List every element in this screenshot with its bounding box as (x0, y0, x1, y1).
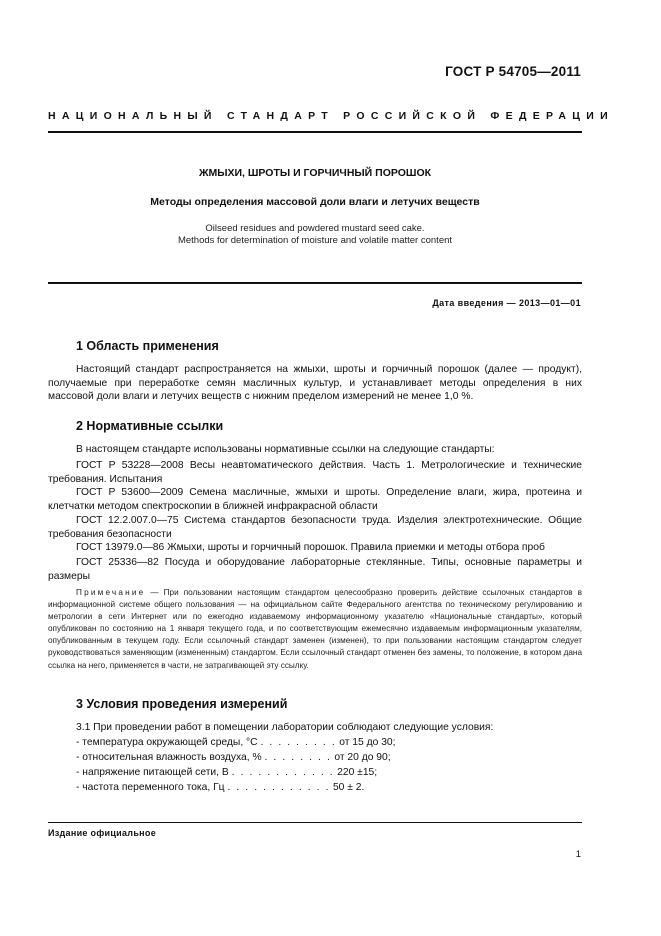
introduction-date: Дата введения — 2013—01—01 (432, 298, 581, 308)
footer-rule (48, 822, 582, 823)
note-text: — При пользовании настоящим стандартом целесообразно проверить действие ссылочных стандартов в информационной системе общего пользования — на официальном сайте Федерального агентства по техническому регулированию и метрологии в сети Интернет или по ежегодно издаваемому информационному указателю «Национальные стандарты», который опубликован по состоянию на 1 января текущего года, и по соответствующим ежемесячно издаваемым информационным указателям, опубликованным в текущем году. Если ссылочный стандарт заменен (изменен), то при пользовании настоящим стандартом следует руководствоваться заменяющим (измененным) стандартом. Если ссылочный стандарт отменен без замены, то положение, в котором дана ссылка на него, применяется в части, не затрагивающей эту ссылку. (48, 588, 582, 670)
condition-value: от 20 до 90; (334, 752, 391, 763)
english-title: Oilseed residues and powdered mustard seed cake. (205, 223, 425, 234)
condition-item (76, 766, 377, 780)
condition-label: - относительная влажность воздуха, % (76, 752, 262, 763)
reference-item: ГОСТ 25336—82 Посуда и оборудование лабораторные стеклянные. Типы, основные параметры и размеры (48, 557, 582, 582)
page-number: 1 (575, 849, 581, 860)
condition-value: от 15 до 30; (339, 737, 396, 748)
top-rule (48, 131, 582, 133)
document-subtitle: Методы определения массовой доли влаги и летучих веществ (150, 196, 480, 208)
reference-item: ГОСТ 12.2.007.0—75 Система стандартов безопасности труда. Изделия электротехнические. Общие требования безопасности (48, 515, 582, 540)
reference-item: ГОСТ Р 53228—2008 Весы неавтоматического действия. Часть 1. Метрологические и технические требования. Испытания (48, 460, 582, 485)
condition-item (76, 781, 364, 795)
document-code: ГОСТ Р 54705—2011 (445, 64, 581, 79)
condition-item (76, 751, 391, 765)
reference-item: ГОСТ 13979.0—86 Жмыхи, шроты и горчичный порошок. Правила приемки и методы отбора проб (76, 542, 545, 553)
section-2-heading: 2 Нормативные ссылки (76, 419, 224, 433)
condition-dots: . . . . . . . . . . . . (227, 782, 331, 793)
english-subtitle: Methods for determination of moisture and volatile matter content (177, 235, 453, 246)
condition-label: - напряжение питающей сети, В (76, 767, 229, 778)
official-edition-label: Издание официальное (48, 828, 157, 838)
national-standard-banner: НАЦИОНАЛЬНЫЙ СТАНДАРТ РОССИЙСКОЙ ФЕДЕРАЦИИ (48, 110, 614, 122)
condition-label: - частота переменного тока, Гц (76, 782, 225, 793)
note-block (48, 587, 582, 672)
section-3-heading: 3 Условия проведения измерений (76, 697, 288, 711)
condition-label: - температура окружающей среды, °С (76, 737, 258, 748)
condition-value: 220 ±15; (337, 767, 378, 778)
title-rule (48, 282, 582, 284)
section-3-intro: 3.1 При проведении работ в помещении лаборатории соблюдают следующие условия: (76, 722, 494, 733)
condition-value: 50 ± 2. (332, 782, 365, 793)
note-label: Примечание (76, 588, 146, 597)
section-1-text: Настоящий стандарт распространяется на жмыхи, шроты и горчичный порошок (далее — продукт), получаемые при переработке семян масличных культур, и устанавливает методы определения в них массовой доли влаги и летучих веществ с нижним пределом измерений не менее 1,0 %. (48, 364, 582, 402)
section-2-intro: В настоящем стандарте использованы нормативные ссылки на следующие стандарты: (76, 444, 495, 455)
condition-dots: . . . . . . . . . (260, 737, 337, 748)
condition-dots: . . . . . . . . . . . . (231, 767, 335, 778)
document-title: ЖМЫХИ, ШРОТЫ И ГОРЧИЧНЫЙ ПОРОШОК (198, 167, 432, 179)
reference-item: ГОСТ Р 53600—2009 Семена масличные, жмыхи и шроты. Определение влаги, жира, протеина и клетчатки методом спектроскопии в ближней инфракрасной области (48, 487, 582, 512)
condition-dots: . . . . . . . . (264, 752, 332, 763)
condition-item (76, 736, 396, 750)
section-1-heading: 1 Область применения (76, 339, 219, 353)
